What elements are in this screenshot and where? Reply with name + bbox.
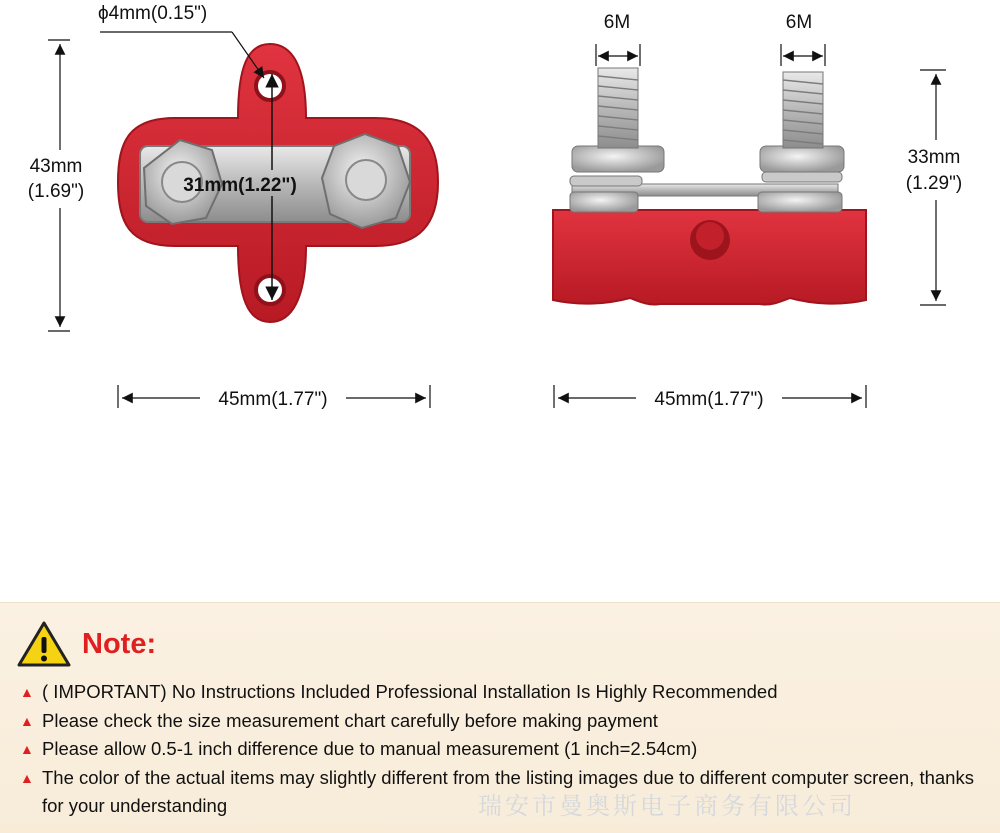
red-triangle-bullet-icon: ▲ — [20, 741, 34, 757]
left-upper-nut — [572, 146, 664, 172]
top-width-label: 45mm(1.77") — [218, 389, 328, 410]
side-view-product — [553, 68, 866, 305]
hole-diameter-label: ϕ4mm(0.15") — [98, 3, 208, 24]
right-stud-top — [346, 160, 386, 200]
side-width-label: 45mm(1.77") — [654, 389, 764, 410]
right-lower-nut — [758, 192, 842, 212]
top-width-dimension — [118, 385, 430, 410]
note-item — [18, 735, 993, 764]
note-item — [18, 707, 993, 736]
right-upper-washer — [762, 172, 842, 182]
top-height-in-label: (1.69") — [27, 181, 85, 202]
left-lower-nut — [570, 192, 638, 212]
left-stud-size-label: 6M — [603, 12, 631, 33]
note-item-text: The color of the actual items may slightly different from the listing images due to different computer screen, thanks for your understanding — [42, 766, 974, 816]
side-height-in-label: (1.29") — [905, 173, 963, 194]
top-height-mm-label: 43mm — [29, 156, 83, 177]
right-stud-dimension — [781, 12, 825, 66]
top-height-dimension — [28, 40, 84, 331]
side-height-mm-label: 33mm — [907, 147, 961, 168]
note-item-text: ( IMPORTANT) No Instructions Included Professional Installation Is Highly Recommended — [42, 681, 778, 702]
top-mount-hole — [256, 72, 284, 100]
note-item-text: Please check the size measurement chart carefully before making payment — [42, 709, 658, 731]
side-width-dimension — [554, 385, 866, 410]
red-triangle-bullet-icon: ▲ — [20, 684, 34, 700]
watermark: 瑞安市曼奥斯电子商务有限公司 — [478, 792, 856, 820]
left-upper-washer — [570, 176, 642, 186]
hole-diameter-dimension — [98, 3, 264, 78]
bottom-mount-hole — [256, 276, 284, 304]
right-stud-size-label: 6M — [785, 12, 813, 33]
note-item-text: Please allow 0.5-1 inch difference due to manual measurement (1 inch=2.54cm) — [42, 738, 698, 759]
note-title: Note: — [82, 627, 157, 660]
red-triangle-bullet-icon: ▲ — [20, 712, 34, 729]
red-triangle-bullet-icon: ▲ — [20, 769, 34, 786]
right-upper-nut — [760, 146, 844, 172]
warning-triangle-icon — [16, 620, 72, 668]
note-header — [16, 618, 156, 670]
note-item — [18, 678, 993, 707]
stud-spacing-label: 31mm(1.22") — [183, 175, 297, 196]
side-height-dimension — [906, 70, 962, 305]
left-stud-dimension — [596, 12, 640, 66]
